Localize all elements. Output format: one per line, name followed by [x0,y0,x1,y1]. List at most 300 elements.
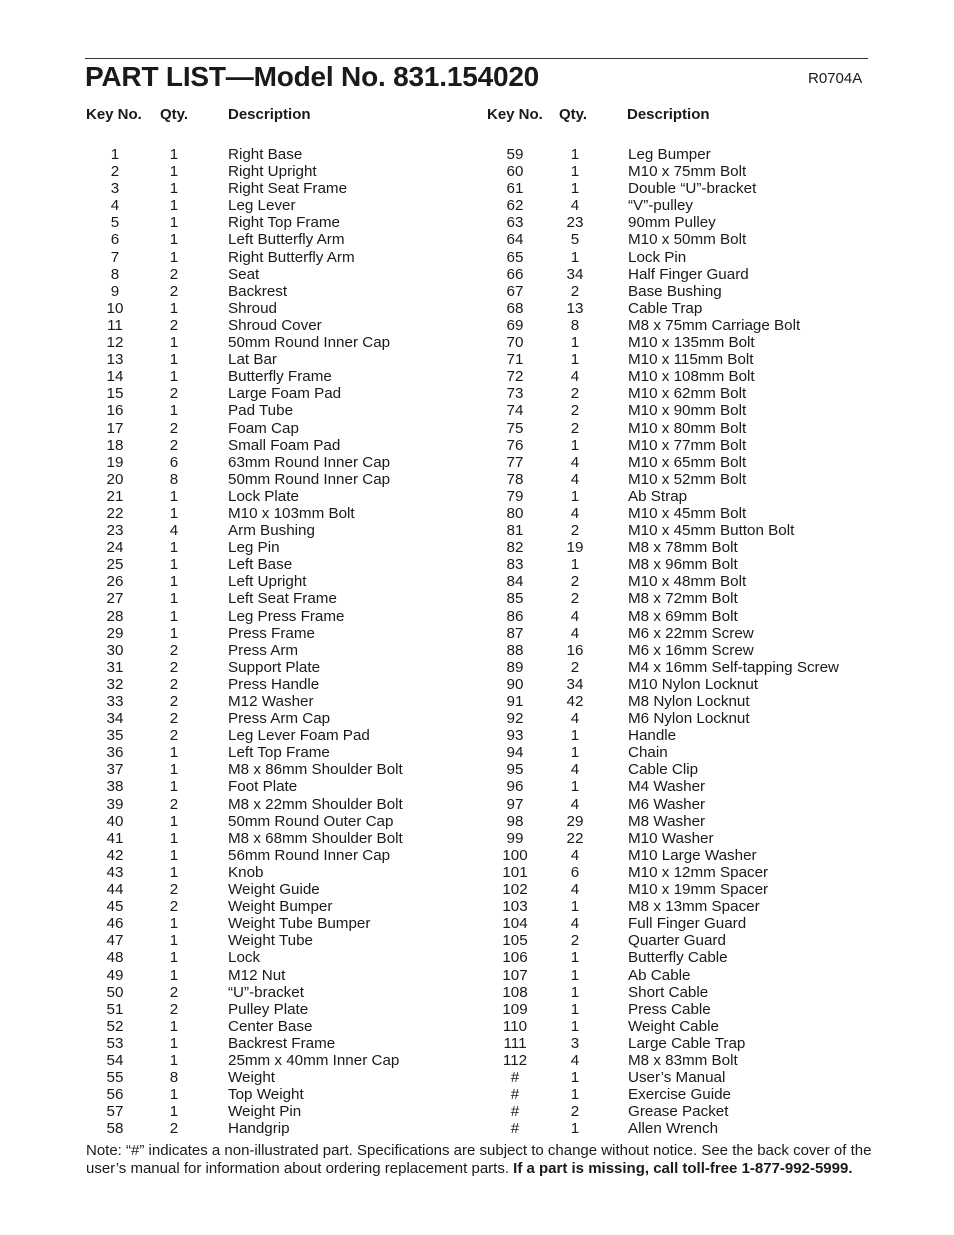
table-row [487,214,887,231]
part-qty: 4 [570,453,580,471]
part-description: M10 x 77mm Bolt [628,436,747,454]
part-qty: 1 [169,573,179,591]
part-description: M10 x 65mm Bolt [628,453,747,471]
part-description: M10 x 80mm Bolt [628,419,747,437]
part-key-no: 79 [506,487,524,505]
table-row [487,146,887,163]
part-description: 50mm Round Inner Cap [228,470,391,488]
part-qty: 1 [169,248,179,266]
part-qty: 1 [169,949,179,967]
part-description: Right Butterfly Arm [228,248,355,266]
part-key-no: 47 [106,932,124,950]
part-qty: 5 [570,231,580,249]
part-description: M12 Washer [228,693,314,710]
table-row [487,454,887,471]
part-description: Backrest [228,282,288,300]
table-header [86,105,486,125]
table-row [86,420,486,437]
part-key-no: # [510,1069,520,1087]
table-row [487,266,887,283]
part-qty: 1 [169,146,179,163]
part-key-no: 99 [506,829,524,847]
part-key-no: 88 [506,641,524,659]
part-key-no: 53 [106,1034,124,1052]
part-description: Quarter Guard [628,932,726,950]
part-key-no: 9 [110,282,120,300]
part-key-no: 72 [506,368,524,386]
part-qty: 2 [169,898,179,916]
part-description: Leg Bumper [628,146,711,163]
note-bold-text: If a part is missing, call toll-free 1-877-992-5999. [513,1160,853,1177]
part-qty: 2 [570,385,580,403]
part-qty: 6 [570,863,580,881]
part-key-no: 66 [506,265,524,283]
part-qty: 1 [169,1086,179,1104]
part-qty: 1 [169,334,179,352]
table-row [487,334,887,351]
table-row [86,898,486,915]
part-description: Support Plate [228,658,321,676]
part-qty: 1 [570,487,580,505]
table-row [86,351,486,368]
table-row [86,813,486,830]
part-key-no: 16 [106,402,124,420]
part-qty: 1 [169,915,179,933]
part-description: 25mm x 40mm Inner Cap [228,1051,400,1069]
table-row [487,488,887,505]
part-qty: 1 [169,607,179,625]
part-qty: 1 [169,163,179,181]
part-qty: 1 [169,351,179,369]
part-description: Half Finger Guard [628,265,749,283]
part-description: M10 x 135mm Bolt [628,334,755,352]
part-key-no: 7 [110,248,120,266]
table-row [487,556,887,573]
part-description: 50mm Round Outer Cap [228,812,394,830]
table-row [487,539,887,556]
part-qty: 22 [566,829,584,847]
part-description: “U”-bracket [228,983,304,1001]
part-qty: 1 [169,487,179,505]
table-row [86,984,486,1001]
part-description: Pad Tube [228,402,294,420]
part-qty: 1 [570,727,580,745]
table-row [86,300,486,317]
part-qty: 1 [570,163,580,181]
part-key-no: 100 [502,846,528,864]
part-qty: 1 [570,966,580,984]
table-row [86,727,486,744]
table-row [86,454,486,471]
part-qty: 2 [169,727,179,745]
part-key-no: 71 [506,351,524,369]
table-row [487,761,887,778]
table-row [487,847,887,864]
header-description: Description [627,106,710,123]
part-qty: 2 [570,1103,580,1121]
part-qty: 4 [570,881,580,899]
part-qty: 1 [570,983,580,1001]
table-row [86,180,486,197]
table-row [487,180,887,197]
part-key-no: 106 [502,949,528,967]
part-description: Large Foam Pad [228,385,342,403]
table-row [487,317,887,334]
table-row [487,796,887,813]
table-row [86,625,486,642]
part-key-no: 73 [506,385,524,403]
table-row [86,659,486,676]
part-description: Weight Tube Bumper [228,915,371,933]
part-qty: 4 [570,795,580,813]
part-description: Right Seat Frame [228,180,348,198]
table-row [487,402,887,419]
part-description: Pulley Plate [228,1000,309,1018]
part-qty: 13 [566,299,584,317]
header-qty: Qty. [160,106,189,123]
table-row [86,778,486,795]
part-qty: 1 [570,1017,580,1035]
table-row [487,283,887,300]
part-qty: 2 [570,590,580,608]
part-key-no: 77 [506,453,524,471]
part-qty: 2 [169,710,179,728]
part-key-no: 95 [506,761,524,779]
part-description: Press Frame [228,624,315,642]
part-qty: 2 [169,658,179,676]
table-row [86,368,486,385]
part-qty: 1 [570,778,580,796]
part-key-no: 48 [106,949,124,967]
part-description: Weight Pin [228,1103,302,1121]
part-description: M8 x 96mm Bolt [628,556,738,574]
table-row [487,898,887,915]
part-description: Right Upright [228,163,317,181]
part-description: M6 Washer [628,795,706,813]
part-key-no: 17 [106,419,124,437]
part-qty: 2 [169,795,179,813]
header-key-no: Key No. [487,106,543,123]
table-header [487,105,887,125]
table-row [86,146,486,163]
table-row [86,847,486,864]
part-qty: 2 [169,675,179,693]
part-description: Foot Plate [228,778,298,796]
part-key-no: 107 [502,966,528,984]
table-row [86,283,486,300]
table-row [86,1103,486,1120]
part-key-no: 111 [503,1034,527,1052]
footnote [86,1142,876,1178]
table-row [487,984,887,1001]
part-key-no: 40 [106,812,124,830]
part-key-no: 42 [106,846,124,864]
part-description: M8 x 78mm Bolt [628,539,738,557]
table-row [487,197,887,214]
table-row [487,1120,887,1137]
part-qty: 2 [169,385,179,403]
part-key-no: 3 [110,180,120,198]
part-description: Knob [228,863,264,881]
part-qty: 4 [570,761,580,779]
part-qty: 1 [570,556,580,574]
part-key-no: 86 [506,607,524,625]
table-row [487,1069,887,1086]
part-description: M10 x 75mm Bolt [628,163,747,181]
table-row [86,796,486,813]
table-row [487,830,887,847]
part-qty: 4 [570,1051,580,1069]
table-row [487,505,887,522]
part-qty: 4 [570,710,580,728]
part-description: Press Cable [628,1000,711,1018]
table-row [86,573,486,590]
part-key-no: 49 [106,966,124,984]
part-description: M10 x 48mm Bolt [628,573,747,591]
table-row [86,932,486,949]
table-row [487,1086,887,1103]
part-key-no: 26 [106,573,124,591]
part-description: Press Arm Cap [228,710,331,728]
part-key-no: 18 [106,436,124,454]
part-qty: 2 [169,1000,179,1018]
part-key-no: 78 [506,470,524,488]
table-row [487,744,887,761]
table-row [86,214,486,231]
table-row [86,471,486,488]
table-row [86,642,486,659]
part-qty: 2 [570,282,580,300]
part-key-no: 52 [106,1017,124,1035]
part-qty: 1 [169,778,179,796]
part-qty: 3 [570,1034,580,1052]
part-key-no: 35 [106,727,124,745]
part-key-no: 56 [106,1086,124,1104]
part-description: Right Top Frame [228,214,340,232]
part-key-no: 83 [506,556,524,574]
part-description: M8 x 83mm Bolt [628,1051,738,1069]
part-description: M12 Nut [228,966,286,984]
part-key-no: 8 [110,265,120,283]
part-description: Chain [628,744,668,762]
part-description: M8 x 69mm Bolt [628,607,738,625]
part-key-no: 70 [506,334,524,352]
part-description: Exercise Guide [628,1086,731,1104]
part-description: Short Cable [628,983,709,1001]
part-qty: 2 [570,402,580,420]
table-row [86,693,486,710]
part-key-no: 91 [506,693,524,710]
table-row [86,744,486,761]
part-qty: 2 [169,265,179,283]
table-row [487,693,887,710]
table-row [487,949,887,966]
part-key-no: 105 [502,932,528,950]
part-key-no: 21 [106,487,124,505]
table-row [487,915,887,932]
table-row [86,949,486,966]
table-row [86,1069,486,1086]
part-qty: 1 [169,556,179,574]
table-row [487,778,887,795]
part-key-no: 28 [106,607,124,625]
table-row [86,710,486,727]
part-key-no: 29 [106,624,124,642]
table-row [487,1001,887,1018]
part-key-no: 43 [106,863,124,881]
table-row [487,967,887,984]
part-qty: 1 [169,504,179,522]
part-description: M10 Washer [628,829,714,847]
part-key-no: 36 [106,744,124,762]
table-row [487,385,887,402]
table-row [86,522,486,539]
part-qty: 42 [566,693,584,710]
table-row [487,710,887,727]
part-key-no: 82 [506,539,524,557]
part-key-no: 14 [106,368,124,386]
table-row [86,231,486,248]
table-row [487,932,887,949]
part-qty: 34 [566,675,584,693]
part-description: 63mm Round Inner Cap [228,453,391,471]
part-key-no: # [510,1120,520,1138]
note-text: Note: “#” indicates a non-illustrated part. Specifications are subject to change without notice. See the back cover of the user’s manual for information about ordering replacement parts. [86,1142,872,1177]
part-qty: 1 [570,744,580,762]
part-description: Weight Bumper [228,898,333,916]
part-key-no: 69 [506,316,524,334]
part-description: Press Handle [228,675,320,693]
part-description: M10 x 19mm Spacer [628,881,769,899]
part-description: M6 x 22mm Screw [628,624,754,642]
part-description: M10 Nylon Locknut [628,675,759,693]
table-row [487,1018,887,1035]
part-key-no: 13 [106,351,124,369]
part-description: Cable Clip [628,761,699,779]
part-description: Seat [228,265,260,283]
part-description: Leg Lever Foam Pad [228,727,370,745]
part-key-no: 94 [506,744,524,762]
part-qty: 4 [570,846,580,864]
part-key-no: 20 [106,470,124,488]
part-qty: 2 [169,881,179,899]
part-qty: 2 [169,419,179,437]
part-qty: 1 [570,180,580,198]
table-row [86,1086,486,1103]
part-description: Foam Cap [228,419,299,437]
part-key-no: 39 [106,795,124,813]
part-description: M6 x 16mm Screw [628,641,754,659]
part-key-no: 63 [506,214,524,232]
part-description: Full Finger Guard [628,915,747,933]
part-description: M10 x 90mm Bolt [628,402,747,420]
table-row [86,881,486,898]
part-description: Shroud Cover [228,316,322,334]
part-qty: 1 [169,863,179,881]
part-qty: 1 [169,368,179,386]
parts-table-left [86,105,486,1137]
part-qty: 2 [570,522,580,540]
part-description: M10 x 115mm Bolt [628,351,754,369]
part-qty: 4 [570,624,580,642]
part-description: Base Bushing [628,282,722,300]
part-key-no: 4 [110,197,120,215]
part-key-no: 81 [506,522,524,540]
table-row [487,163,887,180]
part-key-no: 90 [506,675,524,693]
part-key-no: 5 [110,214,120,232]
table-row [487,231,887,248]
part-qty: 1 [570,248,580,266]
part-qty: 6 [169,453,179,471]
part-key-no: 23 [106,522,124,540]
part-description: M10 x 103mm Bolt [228,504,355,522]
part-key-no: 60 [506,163,524,181]
table-row [86,385,486,402]
part-qty: 4 [570,915,580,933]
part-qty: 16 [566,641,584,659]
part-key-no: 68 [506,299,524,317]
part-description: Right Base [228,146,303,163]
part-key-no: 101 [502,863,528,881]
table-row [487,590,887,607]
part-key-no: 12 [106,334,124,352]
part-description: Weight [228,1069,275,1087]
part-description: Handgrip [228,1120,290,1138]
part-description: Allen Wrench [628,1120,719,1138]
part-description: Weight Tube [228,932,313,950]
part-qty: 1 [570,351,580,369]
part-qty: 1 [169,761,179,779]
table-row [86,197,486,214]
part-qty: 4 [570,504,580,522]
part-key-no: 37 [106,761,124,779]
part-description: Leg Lever [228,197,296,215]
part-qty: 1 [570,1000,580,1018]
part-description: M10 x 108mm Bolt [628,368,755,386]
part-key-no: 75 [506,419,524,437]
part-qty: 2 [570,573,580,591]
part-key-no: 27 [106,590,124,608]
part-key-no: 46 [106,915,124,933]
part-qty: 2 [169,316,179,334]
part-key-no: 76 [506,436,524,454]
part-qty: 2 [169,1120,179,1138]
part-qty: 1 [570,334,580,352]
table-row [86,249,486,266]
part-key-no: 6 [110,231,120,249]
part-description: Ab Cable [628,966,691,984]
part-key-no: 1 [110,146,120,163]
part-description: M4 x 16mm Self-tapping Screw [628,658,840,676]
part-qty: 1 [169,231,179,249]
part-key-no: 33 [106,693,124,710]
part-key-no: 50 [106,983,124,1001]
part-qty: 1 [169,744,179,762]
table-row [86,437,486,454]
part-qty: 1 [570,898,580,916]
part-key-no: 30 [106,641,124,659]
part-key-no: 104 [502,915,528,933]
part-description: Lock Plate [228,487,299,505]
part-qty: 8 [169,470,179,488]
part-description: M8 x 86mm Shoulder Bolt [228,761,403,779]
part-qty: 1 [570,146,580,163]
part-qty: 1 [169,1034,179,1052]
table-row [487,437,887,454]
table-row [487,864,887,881]
part-qty: 4 [570,197,580,215]
